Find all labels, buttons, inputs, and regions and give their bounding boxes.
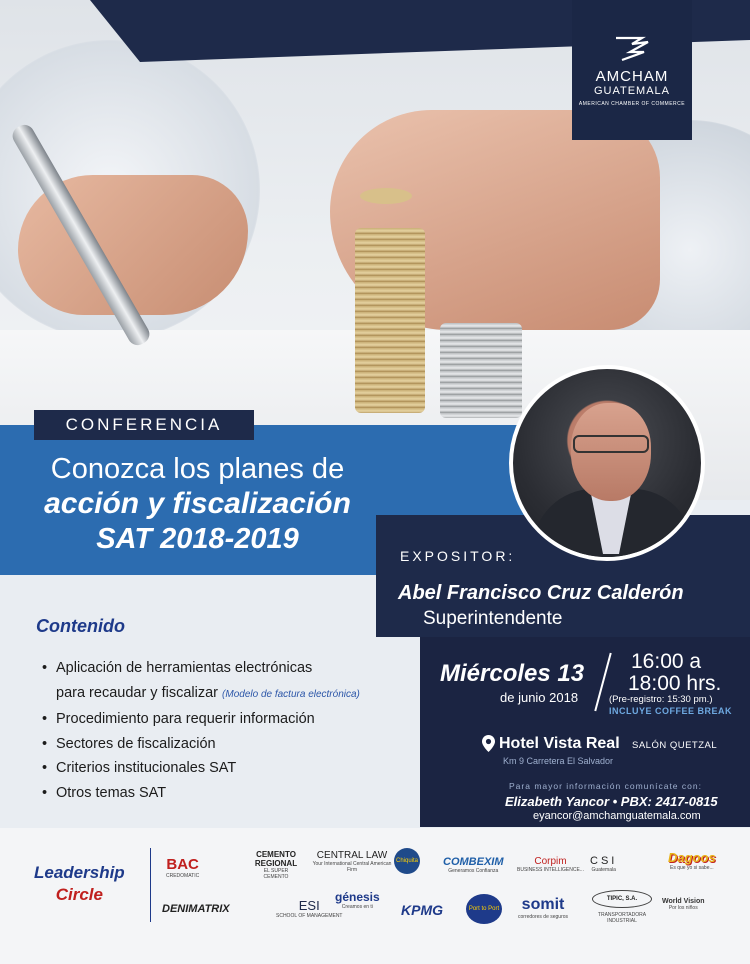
sponsor-divider <box>150 848 151 922</box>
event-title <box>0 452 395 556</box>
sponsor-logo: Port to Port <box>466 894 502 924</box>
venue-address: Km 9 Carretera El Salvador <box>503 756 614 766</box>
contact-intro: Para mayor información comunícate con: <box>509 781 702 791</box>
sponsor-logo: Corpim BUSINESS INTELLIGENCE... <box>517 856 584 873</box>
sponsor-logo: génesis Creamos en ti <box>335 890 380 910</box>
speaker-role: Superintendente <box>423 608 563 629</box>
list-item: • Otros temas SAT <box>42 781 422 806</box>
sponsor-logo: KPMG <box>401 902 443 918</box>
speaker-label: EXPOSITOR: <box>400 548 516 564</box>
contact-email[interactable]: eyancor@amchamguatemala.com <box>533 810 701 822</box>
sponsor-logo: TIPIC, S.A. TRANSPORTADORA INDUSTRIAL <box>592 890 652 924</box>
venue-hotel: Hotel Vista Real <box>499 735 620 752</box>
location-pin-icon <box>482 735 495 752</box>
logo-tagline: AMERICAN CHAMBER OF COMMERCE <box>578 101 686 107</box>
coffee-break: INCLUYE COFFEE BREAK <box>609 706 733 716</box>
time-start: 16:00 a <box>631 650 702 673</box>
speaker-portrait <box>509 365 705 561</box>
sponsor-logo: DENIMATRIX <box>162 903 230 915</box>
title-line-2: acción y fiscalización <box>44 487 351 520</box>
sponsor-logo: CSI Guatemala <box>590 855 618 873</box>
list-item: • Procedimiento para requerir información <box>42 707 422 732</box>
list-item: • Aplicación de herramientas electrónicas para recaudar y fiscalizar (Modelo de factura electrónica) <box>42 656 422 707</box>
time-end: 18:00 hrs. <box>628 672 722 695</box>
logo-name: AMCHAM <box>595 68 669 85</box>
list-item: • Sectores de fiscalización <box>42 732 422 757</box>
amcham-logo <box>572 0 692 140</box>
sponsor-logo: ESI SCHOOL OF MANAGEMENT <box>276 898 343 919</box>
coin <box>360 188 412 204</box>
preregistro: (Pre-registro: 15:30 pm.) <box>609 694 713 705</box>
list-item: • Criterios institucionales SAT <box>42 756 422 781</box>
sponsor-logo: CENTRAL LAW Your International Central American Firm <box>312 850 392 873</box>
contents-list <box>42 656 422 805</box>
logo-sub: GUATEMALA <box>593 85 671 97</box>
sponsor-logo: BAC CREDOMATIC <box>166 856 200 879</box>
venue-salon: SALÓN QUETZAL <box>632 740 718 751</box>
event-type: CONFERENCIA <box>34 410 254 440</box>
eagle-icon <box>612 30 652 64</box>
speaker-name: Abel Francisco Cruz Calderón <box>398 582 684 604</box>
list-item-note: (Modelo de factura electrónica) <box>222 688 360 700</box>
gold-coin-stack <box>355 228 425 413</box>
sponsor-logo: COMBEXIM Generamos Confianza <box>443 856 504 874</box>
title-line-3: SAT 2018-2019 <box>96 523 299 555</box>
contact-line: Elizabeth Yancor • PBX: 2417-0815 <box>505 794 718 809</box>
event-day: Miércoles 13 <box>440 660 585 687</box>
sponsor-logo: Chiquita <box>394 848 420 874</box>
sponsor-logo: World Vision Por los niños <box>662 898 705 911</box>
leadership-circle: Leadership Circle <box>34 863 125 904</box>
sponsor-logo: CEMENTO REGIONAL EL SUPER CEMENTO <box>254 850 298 880</box>
sponsor-logo: Dagoos Es que yo si sabe... <box>668 850 716 871</box>
contents-title: Contenido <box>36 616 125 636</box>
silver-coin-stack <box>440 323 522 418</box>
sponsor-logo: somit corredores de seguros <box>518 896 569 920</box>
event-month: de junio 2018 <box>500 690 579 705</box>
title-line-1: Conozca los planes de <box>50 453 345 485</box>
